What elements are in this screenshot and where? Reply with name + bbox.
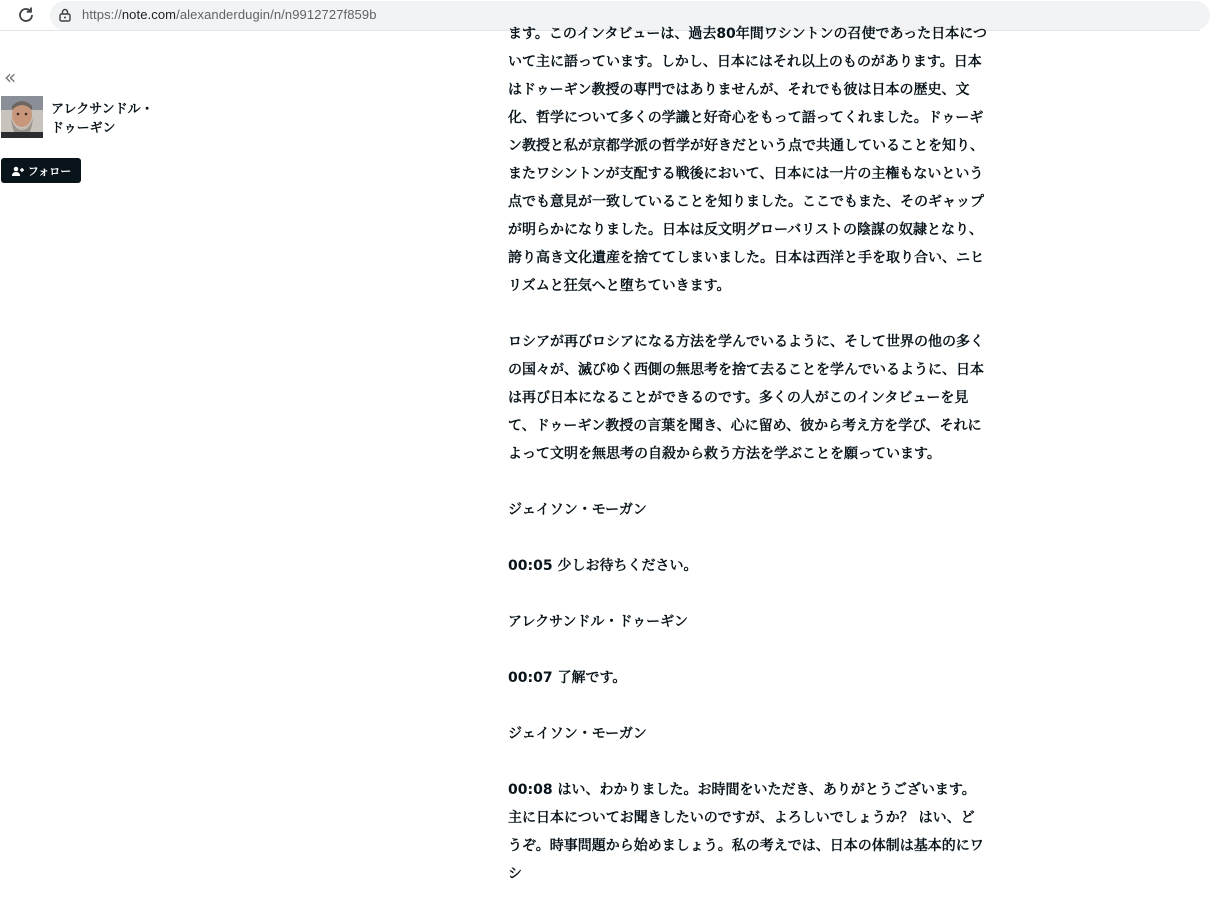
speaker-name: ジェイソン・モーガン — [508, 726, 647, 742]
dialogue-line — [508, 552, 988, 580]
article-body — [508, 20, 988, 916]
reload-icon[interactable] — [14, 3, 38, 27]
author-name-line2: ドゥーギン — [51, 121, 116, 136]
dialogue-text: はい、わかりました。お時間をいただき、ありがとうございます。主に日本についてお聞きしたいのですが、よろしいでしょうか？ はい、どうぞ。時事問題から始めましょう。私の考えでは、日本の体制は基本的にワシ — [508, 782, 984, 882]
author-avatar[interactable] — [1, 96, 43, 138]
dialogue-line — [508, 776, 988, 888]
timestamp-link[interactable]: 00:07 — [508, 670, 553, 686]
url-prefix: https:// — [82, 7, 122, 22]
speaker-name: アレクサンドル・ドゥーギン — [508, 614, 688, 630]
add-user-icon — [11, 166, 25, 176]
site-info-icon[interactable] — [56, 6, 74, 24]
article-paragraph: ロシアが再びロシアになる方法を学んでいるように、そして世界の他の多くの国々が、滅びゆく西側の無思考を捨て去ることを学んでいるように、日本は再び日本になることができるのです。多くの人がこのインタビューを見て、ドゥーギン教授の言葉を聞き、心に留め、彼から考え方を学び、それによって文明を無思考の自殺から救う方法を学ぶことを願っています。 — [508, 334, 984, 462]
url-text[interactable] — [82, 6, 377, 23]
dialogue-text: 少しお待ちください。 — [552, 558, 698, 574]
url-host: note.com — [121, 7, 177, 22]
dialogue-line — [508, 664, 988, 692]
dialogue-text: 了解です。 — [552, 670, 627, 686]
page-viewport — [0, 26, 1200, 882]
timestamp-link[interactable]: 00:05 — [508, 558, 553, 574]
article-paragraph: ます。このインタビューは、過去80年間ワシントンの召使であった日本について主に語っています。しかし、日本にはそれ以上のものがあります。日本はドゥーギン教授の専門ではありませんが、それでも彼は日本の歴史、文化、哲学について多くの学識と好奇心をもって語ってくれました。ドゥーギン教授と私が京都学派の哲学が好きだという点で共通していることを知り、またワシントンが支配する戦後において、日本には一片の主権もないという点でも意見が一致していることを知りました。ここでもまた、そのギャップが明らかになりました。日本は反文明グローバリストの陰謀の奴隷となり、誇り高き文化遺産を捨ててしまいました。日本は西洋と手を取り合い、ニヒリズムと狂気へと堕ちていきます。 — [508, 26, 988, 294]
follow-button[interactable] — [1, 158, 81, 183]
author-name-line1: アレクサンドル・ — [51, 102, 154, 117]
follow-label: フォロー — [27, 164, 72, 178]
collapse-sidebar-icon[interactable]: « — [4, 65, 17, 89]
author-name[interactable] — [51, 100, 171, 138]
speaker-name: ジェイソン・モーガン — [508, 502, 647, 518]
timestamp-link[interactable]: 00:08 — [508, 782, 553, 798]
url-path: /alexanderdugin/n/n9912727f859b — [176, 7, 377, 22]
